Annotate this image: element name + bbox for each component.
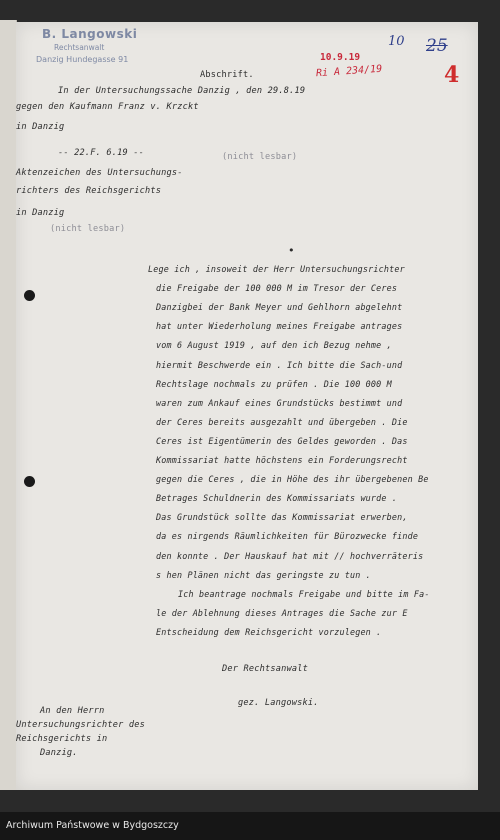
- archive-footer: [0, 812, 500, 840]
- body-line: le der Ablehnung dieses Antrages die Sache zur E: [156, 607, 408, 618]
- punch-hole: [24, 476, 35, 487]
- body-line: hiermit Beschwerde ein . Ich bitte die Sach-und: [156, 359, 403, 370]
- body-line: Lege ich , insoweit der Herr Untersuchungsrichter: [148, 264, 405, 274]
- red-pencil-mark: 4: [444, 62, 460, 88]
- bleed-through-text: (nicht lesbar): [222, 152, 298, 162]
- body-line: vom 6 August 1919 , auf den ich Bezug nehme ,: [156, 340, 392, 351]
- closing-line: Der Rechtsanwalt: [222, 664, 308, 674]
- document-page: [16, 22, 478, 790]
- pencil-scribble: 25: [426, 36, 448, 56]
- addressee-line-3: in Danzig: [16, 208, 65, 218]
- body-line: waren zum Ankauf eines Grundstücks bestimmt und: [156, 397, 403, 408]
- addressee-line-1: Aktenzeichen des Untersuchungs-: [16, 168, 183, 178]
- lawyer-stamp-address: Danzig Hundegasse 91: [36, 55, 129, 64]
- body-line: Rechtslage nochmals zu prüfen . Die 100 000 M: [156, 378, 392, 389]
- body-line: Ich beantrage nochmals Freigabe und bitte im Fa-: [178, 588, 430, 599]
- addressee-line-2: richters des Reichsgerichts: [16, 186, 162, 196]
- body-line: Ceres ist Eigentümerin des Geldes geworden . Das: [156, 435, 408, 446]
- body-line: gegen die Ceres , die in Höhe des ihr übergebenen Be: [156, 474, 429, 485]
- body-line: Betrages Schuldnerin des Kommissariats wurde .: [156, 493, 398, 504]
- bullet-mark: •: [288, 244, 295, 257]
- city-line: in Danzig: [16, 122, 65, 132]
- punch-hole: [24, 290, 35, 301]
- body-line: der Ceres bereits ausgezahlt und übergeben . Die: [156, 416, 408, 427]
- body-line: da es nirgends Räumlichkeiten für Bürozwecke finde: [156, 531, 419, 542]
- body-line: s hen Plänen nicht das geringste zu tun .: [156, 569, 371, 580]
- binding-edge: [0, 20, 17, 790]
- bleed-through-text: (nicht lesbar): [50, 224, 126, 234]
- recipient-line-1: An den Herrn: [40, 706, 105, 716]
- body-line: hat unter Wiederholung meines Freigabe antrages: [156, 321, 403, 332]
- date-stamp: 10.9.19: [320, 52, 361, 63]
- letter-heading: Abschrift.: [200, 70, 254, 80]
- recipient-line-4: Danzig.: [40, 748, 78, 758]
- body-line: Danzigbei der Bank Meyer und Gehlhorn abgelehnt: [156, 302, 403, 313]
- body-line: Entscheidung dem Reichsgericht vorzulegen .: [156, 626, 382, 637]
- recipient-line-3: Reichsgerichts in: [16, 734, 108, 744]
- reference-stamp: Ri A 234/19: [315, 63, 383, 80]
- lawyer-stamp-name: B. Langowski: [42, 27, 138, 41]
- file-reference: -- 22.F. 6.19 --: [58, 148, 144, 158]
- body-line: die Freigabe der 100 000 M im Tresor der Ceres: [156, 283, 398, 294]
- pencil-number: 10: [388, 34, 405, 49]
- against-line: gegen den Kaufmann Franz v. Krzckt: [16, 102, 199, 112]
- archive-name: Archiwum Państwowe w Bydgoszczy: [6, 820, 179, 831]
- signature-line: gez. Langowski.: [238, 698, 319, 708]
- body-line: Das Grundstück sollte das Kommissariat erwerben,: [156, 512, 408, 523]
- case-line: In der Untersuchungssache Danzig , den 29.8.19: [58, 86, 306, 96]
- body-line: Kommissariat hatte höchstens ein Forderungsrecht: [156, 455, 408, 465]
- body-line: den konnte . Der Hauskauf hat mit // hochverräteris: [156, 550, 424, 561]
- lawyer-stamp-title: Rechtsanwalt: [54, 43, 105, 52]
- recipient-line-2: Untersuchungsrichter des: [16, 720, 145, 730]
